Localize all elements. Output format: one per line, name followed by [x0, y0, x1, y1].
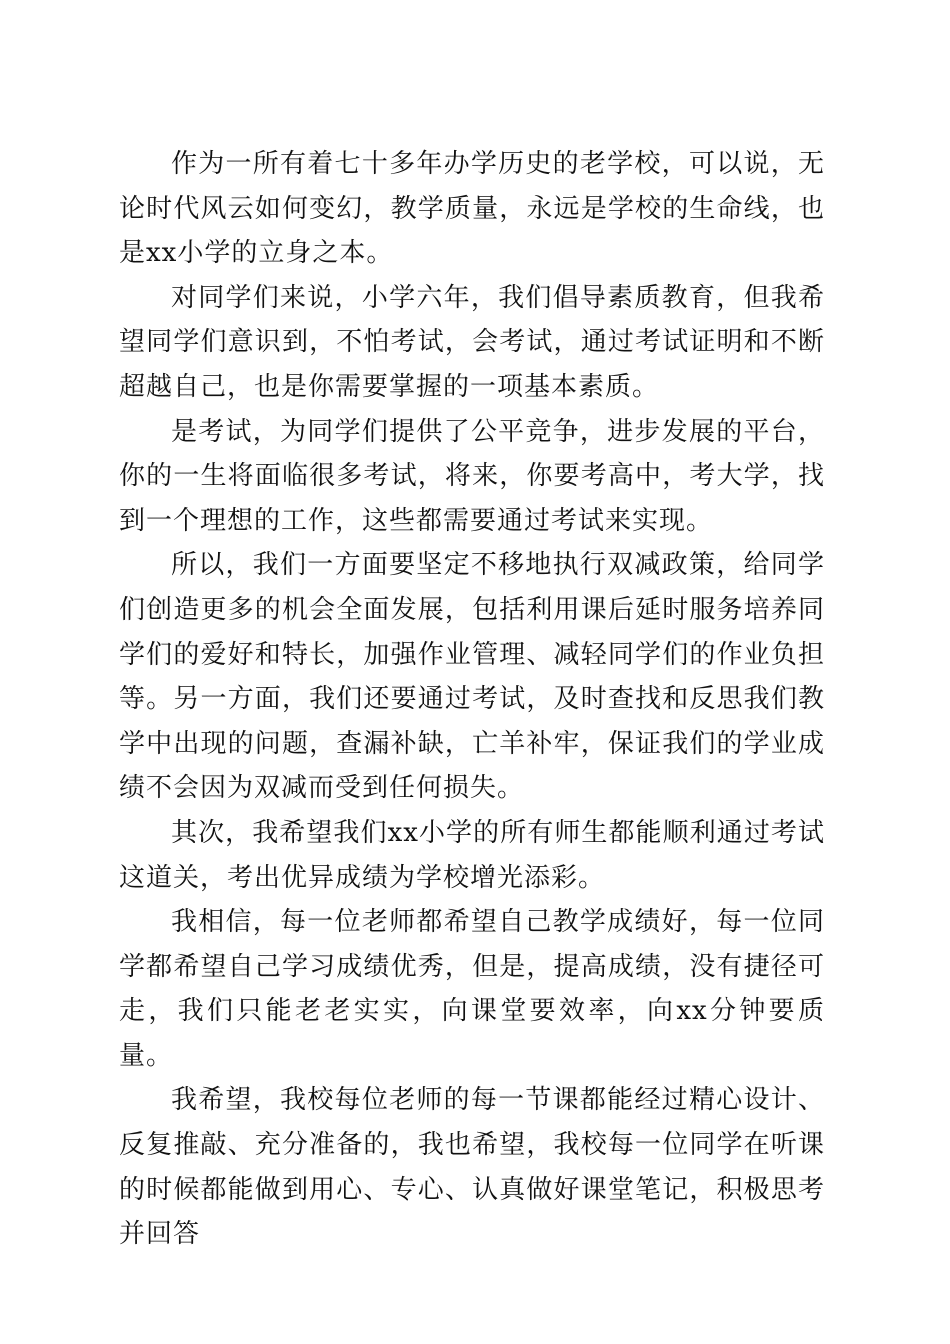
paragraph: 我希望，我校每位老师的每一节课都能经过精心设计、反复推敲、充分准备的，我也希望，我校每一位同学在听课的时候都能做到用心、专心、认真做好课堂笔记，积极思考并回答 — [119, 1085, 825, 1250]
paragraph: 其次，我希望我们xx小学的所有师生都能顺利通过考试这道关，考出优异成绩为学校增光添彩。 — [119, 817, 825, 893]
paragraph: 所以，我们一方面要坚定不移地执行双减政策，给同学们创造更多的机会全面发展，包括利用课后延时服务培养同学们的爱好和特长，加强作业管理、减轻同学们的作业负担等。另一方面，我们还要通过考试，及时查找和反思我们教学中出现的问题，查漏补缺，亡羊补牢，保证我们的学业成绩不会因为双减而受到任何损失。 — [119, 550, 825, 804]
document-page — [119, 142, 825, 1257]
paragraph: 作为一所有着七十多年办学历史的老学校，可以说，无论时代风云如何变幻，教学质量，永远是学校的生命线，也是xx小学的立身之本。 — [119, 149, 825, 269]
paragraph: 是考试，为同学们提供了公平竞争，进步发展的平台，你的一生将面临很多考试，将来，你要考高中，考大学，找到一个理想的工作，这些都需要通过考试来实现。 — [119, 416, 825, 536]
paragraph: 对同学们来说，小学六年，我们倡导素质教育，但我希望同学们意识到，不怕考试，会考试，通过考试证明和不断超越自己，也是你需要掌握的一项基本素质。 — [119, 282, 825, 402]
paragraph: 我相信，每一位老师都希望自己教学成绩好，每一位同学都希望自己学习成绩优秀，但是，提高成绩，没有捷径可走，我们只能老老实实，向课堂要效率，向xx分钟要质量。 — [119, 907, 825, 1071]
